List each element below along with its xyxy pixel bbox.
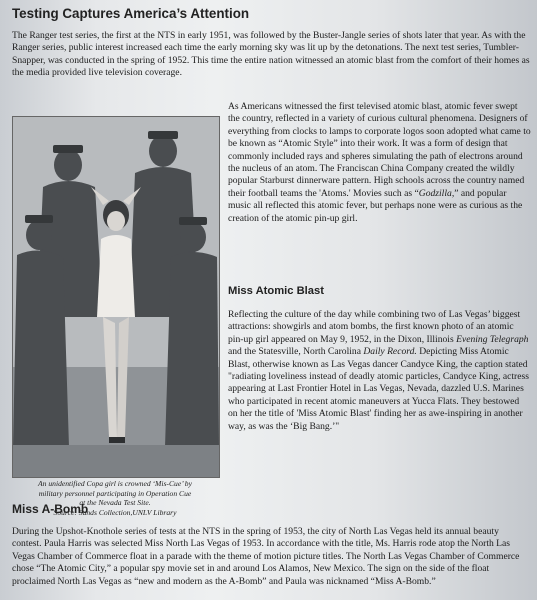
caption-line: at the Nevada Test Site. [79,498,151,508]
caption-line: An unidentified Copa girl is crowned ‘Mis-Cue’ by [38,479,192,488]
text-run: Reflecting the culture of the day while combining two of Las Vegas’ biggest attractions: showgirls and atom bombs, the first known photo of an atomic pin-up girl appeared on May 9, 1952, in the Dixon, Illinois [228,309,521,345]
miss-a-bomb-paragraph: During the Upshot-Knothole series of tests at the NTS in the spring of 1953, the city of North Las Vegas held its annual beauty contest. Paula Harris was selected Miss North Las Vegas of 1953. In accordance with the title, Ms. Harris rode atop the North Las Vegas Chamber of Commerce float in a parade with the theme of motion picture titles. The North Las Vegas Chamber of Commerce chose “The Atomic City,” a popular spy movie set in and around Los Alamos, New Mexico. The sign on the side of the float proclaimed North Las Vegas as “new and modern as the A-Bomb” and Paula was nicknamed “Miss A-Bomb.” [12,526,520,587]
italic-title: Daily Record. [363,346,417,358]
text-run: Depicting Miss Atomic Blast, otherwise known as Las Vegas dancer Candyce King, the caption stated "radiating loveliness instead of deadly atomic particles, Candyce King, actress appearing at Last Frontier Hotel in Las Vegas, Nevada, dazzled U.S. Marines who participated in recent atomic maneuvers at Yucca Flats. They bestowed on her the title of 'Miss Atomic Blast' finding her as awe-inspiring in another way, as was the ‘Big Bang.’" [228,346,529,432]
caption-line: military personnel participating in Operation Cue [38,488,192,498]
miss-atomic-blast-paragraph [228,309,531,433]
italic-title: Godzilla, [418,187,455,199]
section-heading-miss-a-bomb: Miss A-Bomb [12,502,89,516]
text-run: As Americans witnessed the first televised atomic blast, atomic fever swept the country, reflected in a variety of curious cultural phenomena. Designers of everything from clocks to lamps to corporate logos soon adopted what came to be known as “Atomic Style” into their work. It was a form of design that commonly included rays and spheres simulating the path of electrons around the nucleus of an atom. The Franciscan China Company created the wildly popular Starburst dinnerware pattern. High schools across the country named their football teams the 'Atoms.' Movies such as “ [228,101,531,199]
caption-source: Source: Sands Collection,UNLV Library [53,507,177,517]
section-heading-miss-atomic-blast: Miss Atomic Blast [228,285,324,297]
atomic-fever-paragraph [228,101,531,225]
historical-photo [12,116,220,478]
intro-paragraph: The Ranger test series, the first at the NTS in early 1951, was followed by the Buster-Jangle series of shots later that year. As with the Ranger series, public interest increased each time the early morning sky was lit up by the detonations. The next test series, Tumbler-Snapper, was conducted in the spring of 1952. This time the entire nation witnessed an atomic blast from the comfort of their homes as the media provided live television coverage. [12,30,530,79]
section-heading-testing: Testing Captures America’s Attention [12,6,250,21]
italic-title: Evening Telegraph [456,333,529,345]
text-run: ” and popular music all reflected this atomic fever, but perhaps none were as curious as the creation of the atomic pin-up girl. [228,187,523,224]
text-run: and the Statesville, North Carolina [228,346,364,358]
